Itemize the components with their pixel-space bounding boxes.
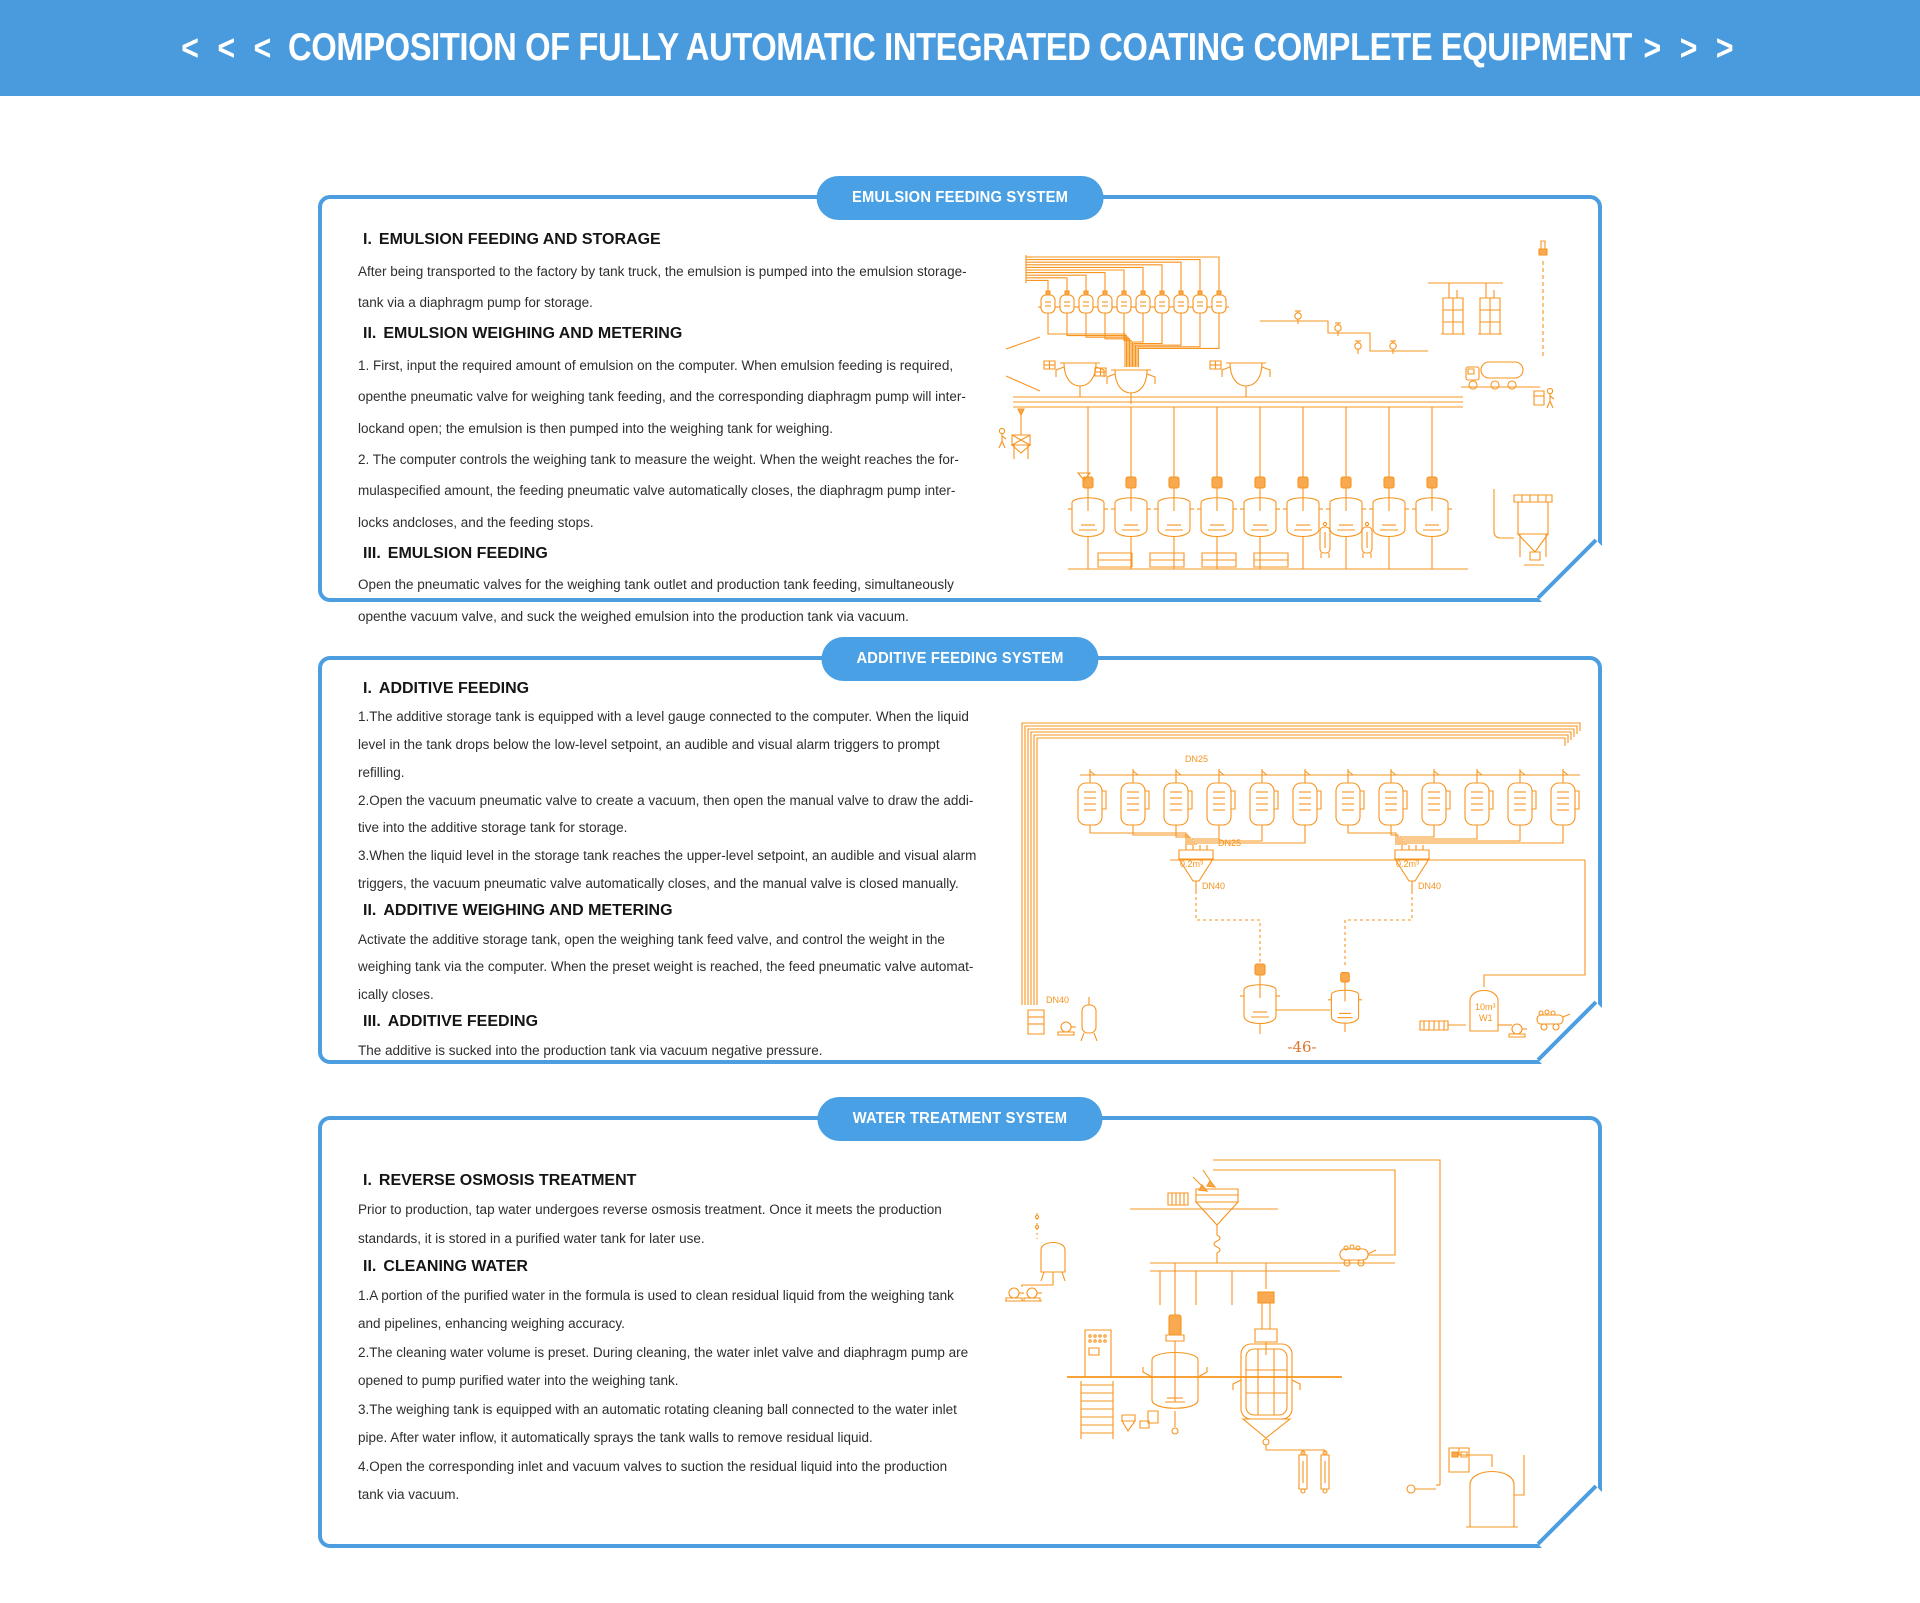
dispersing-tank <box>1328 973 1362 1033</box>
emulsion-storage-tank-row <box>1038 291 1229 367</box>
heading-title: EMULSION FEEDING <box>387 544 548 562</box>
emulsion-process-diagram <box>998 201 1598 597</box>
paragraph-line: triggers, the vacuum pneumatic valve automatically closes, and the manual valve is closed manually. <box>358 875 959 891</box>
paragraph-line: After being transported to the factory by tank truck, the emulsion is pumped into the emulsion storage- <box>358 263 967 279</box>
paragraph-line: ically closes. <box>358 987 434 1003</box>
paragraph-line: 1. First, input the required amount of emulsion on the computer. When emulsion feeding is required, <box>358 357 954 373</box>
section-additive-feeding <box>318 650 1602 1064</box>
pipe-size-label: DN40 <box>1418 881 1442 891</box>
heading-numeral: III. <box>363 1013 381 1031</box>
heading-numeral: I. <box>363 230 372 248</box>
block-heading <box>358 318 1038 349</box>
heading-title: EMULSION WEIGHING AND METERING <box>383 324 683 342</box>
weighing-tank <box>1210 361 1270 397</box>
paragraph-line: and pipelines, enhancing weighing accuracy. <box>358 1316 625 1332</box>
tall-storage-tank <box>1478 290 1502 334</box>
jacketed-production-tank <box>1233 1292 1300 1450</box>
badge-emulsion-feeding-system: EMULSION FEEDING SYSTEM <box>817 176 1104 220</box>
vacuum-line <box>1345 891 1412 967</box>
air-pipe <box>1213 1170 1395 1255</box>
additive-storage-tank-row <box>1078 769 1579 845</box>
paragraph-line: pipe. After water inflow, it automatically sprays the tank walls to remove residual liquid. <box>358 1430 873 1446</box>
paragraph-line: 2.Open the vacuum pneumatic valve to create a vacuum, then open the manual valve to draw the addi- <box>358 792 974 808</box>
small-hopper <box>1122 1411 1158 1431</box>
paragraph-line: 2. The computer controls the weighing tank to measure the weight. When the weight reaches the for- <box>358 451 959 467</box>
rotameter-columns <box>1266 1450 1329 1493</box>
purified-water-tank <box>1470 860 1585 1031</box>
heading-numeral: I. <box>363 679 372 697</box>
svg-text:10m³: 10m³ <box>1475 1002 1496 1012</box>
pneumatic-valve-icon <box>1390 341 1396 354</box>
additive-process-diagram <box>1020 715 1600 1060</box>
paragraph-line: refilling. <box>358 764 405 780</box>
svg-text:DN40: DN40 <box>1046 995 1070 1005</box>
banner-left-arrows-icon: < < < <box>181 27 277 68</box>
fitting <box>1541 241 1545 249</box>
water-treatment-unit <box>1420 1021 1466 1030</box>
paragraph-line: locks andcloses, and the feeding stops. <box>358 514 594 530</box>
additive-text-column <box>358 675 1038 1064</box>
paragraph-line: 3.The weighing tank is equipped with an automatic rotating cleaning ball connected to the water inlet <box>358 1401 957 1417</box>
pneumatic-valve-icon <box>1295 311 1301 324</box>
pipe-rack <box>1013 397 1463 407</box>
svg-text:W1: W1 <box>1479 1013 1493 1023</box>
paragraph-line: Open the pneumatic valves for the weighing tank outlet and production tank feeding, simultaneously <box>358 577 954 593</box>
heading-title: REVERSE OSMOSIS TREATMENT <box>378 1172 637 1190</box>
emulsion-text-column <box>358 224 1038 632</box>
block-heading <box>358 1253 1038 1282</box>
paragraph-line: tank via a diaphragm pump for storage. <box>358 294 593 310</box>
filter-column <box>1362 522 1372 558</box>
section-water-treatment <box>318 1110 1602 1548</box>
fitting <box>1539 249 1547 255</box>
additive-pipe-bundle <box>1022 723 1580 1005</box>
pneumatic-valve-icon <box>1355 341 1361 354</box>
banner-right-arrows-icon: > > > <box>1643 27 1739 68</box>
air-compressor-icon <box>1537 1010 1570 1030</box>
heading-title: ADDITIVE FEEDING <box>387 1013 539 1031</box>
raw-material-drum-and-vacuum-pump <box>1028 995 1097 1041</box>
heading-title: EMULSION FEEDING AND STORAGE <box>378 230 661 248</box>
heading-title: ADDITIVE WEIGHING AND METERING <box>383 902 673 920</box>
weighing-tank <box>1044 361 1104 397</box>
badge-additive-feeding-system: ADDITIVE FEEDING SYSTEM <box>821 637 1098 681</box>
paragraph-line: Activate the additive storage tank, open the weighing tank feed valve, and control the weight in the <box>358 931 945 947</box>
access-ladder <box>1081 1381 1113 1439</box>
buffer-tank-and-pumps <box>1005 1213 1065 1301</box>
page-banner <box>0 0 1920 96</box>
block-heading <box>358 897 1038 925</box>
paragraph-line: 1.A portion of the purified water in the formula is used to clean residual liquid from the weighing tank <box>358 1287 954 1303</box>
block-heading <box>358 675 1038 703</box>
pipe <box>1260 321 1428 351</box>
filter-column <box>1320 522 1330 558</box>
paragraph-line: weighing tank via the computer. When the preset weight is reached, the feed pneumatic valve automat- <box>358 959 974 975</box>
tank-truck-icon <box>1461 362 1540 389</box>
pneumatic-valve-icon <box>1335 323 1341 336</box>
heading-numeral: II. <box>363 902 377 920</box>
paint-mixing-tank <box>1240 964 1280 1034</box>
water-text-column <box>358 1167 1038 1509</box>
weigh-tank-capacity-label: 0.2m³ <box>1180 859 1204 869</box>
heading-title: CLEANING WATER <box>383 1257 528 1275</box>
paragraph-line: 3.When the liquid level in the storage tank reaches the upper-level setpoint, an audible and visual alarm <box>358 848 977 864</box>
paragraph-line: The additive is sucked into the production tank via vacuum negative pressure. <box>358 1042 823 1058</box>
paragraph-line: openthe pneumatic valve for weighing tank feeding, and the corresponding diaphragm pump will inter- <box>358 389 966 405</box>
paragraph-line: openthe vacuum valve, and suck the weighed emulsion into the production tank via vacuum. <box>358 608 909 624</box>
heading-numeral: I. <box>363 1172 372 1190</box>
page-title: COMPOSITION OF FULLY AUTOMATIC INTEGRATED COATING COMPLETE EQUIPMENT <box>288 26 1632 69</box>
badge-water-treatment-system: WATER TREATMENT SYSTEM <box>817 1097 1102 1141</box>
control-cabinet <box>1085 1330 1111 1377</box>
block-heading <box>358 1167 1038 1196</box>
tall-storage-tank <box>1441 290 1465 334</box>
pump-icon <box>1407 1485 1415 1493</box>
production-tank-row <box>1068 407 1452 569</box>
water-treatment-diagram <box>1000 1155 1600 1540</box>
page-number: -46- <box>1287 1038 1317 1056</box>
paragraph-line: Prior to production, tap water undergoes reverse osmosis treatment. Once it meets the production <box>358 1202 942 1218</box>
block-heading <box>358 1009 1038 1037</box>
heading-numeral: II. <box>363 1257 377 1275</box>
worker-and-hopper <box>999 409 1030 459</box>
block-heading <box>358 224 1038 255</box>
feed-hopper <box>1130 1170 1278 1263</box>
paragraph-line: 4.Open the corresponding inlet and vacuum valves to suction the residual liquid into the production <box>358 1458 948 1474</box>
emulsion-manifold-lines <box>1026 255 1219 293</box>
paragraph-line: tank via vacuum. <box>358 1487 460 1503</box>
heading-numeral: III. <box>363 544 381 562</box>
block-heading <box>358 538 1038 569</box>
heading-title: ADDITIVE FEEDING <box>378 679 530 697</box>
vacuum-line <box>1196 891 1260 962</box>
paragraph-line: lockand open; the emulsion is then pumped into the weighing tank for weighing. <box>358 420 834 436</box>
paragraph-line: standards, it is stored in a purified water tank for later use. <box>358 1230 705 1246</box>
feed-pump-icon <box>1509 1024 1527 1037</box>
paragraph-line: tive into the additive storage tank for storage. <box>358 820 628 836</box>
pipe <box>1006 337 1040 349</box>
pipe-size-label: DN25 <box>1185 754 1209 764</box>
dust-collector-icon <box>1494 489 1552 565</box>
section-emulsion-feeding <box>318 189 1602 624</box>
paragraph-line: 1.The additive storage tank is equipped with a level gauge connected to the computer. When the liquid <box>358 709 969 725</box>
paragraph-line: opened to pump purified water into the weighing tank. <box>358 1373 679 1389</box>
paragraph-line: 2.The cleaning water volume is preset. During cleaning, the water inlet valve and diaphragm pump are <box>358 1344 969 1360</box>
paragraph-line: level in the tank drops below the low-level setpoint, an audible and visual alarm triggers to prompt <box>358 736 940 752</box>
mixing-vessel <box>1143 1315 1207 1434</box>
pipe-size-label: DN40 <box>1202 881 1226 891</box>
heading-numeral: II. <box>363 324 377 342</box>
worker-icon <box>1547 388 1554 408</box>
pipe <box>1006 376 1040 391</box>
pipe-size-label: DN25 <box>1218 838 1242 848</box>
weigh-tank-capacity-label: 0.2m³ <box>1396 859 1420 869</box>
drum-icon <box>1534 391 1544 405</box>
paragraph-line: mulaspecified amount, the feeding pneumatic valve automatically closes, the diaphragm pump inter- <box>358 483 956 499</box>
